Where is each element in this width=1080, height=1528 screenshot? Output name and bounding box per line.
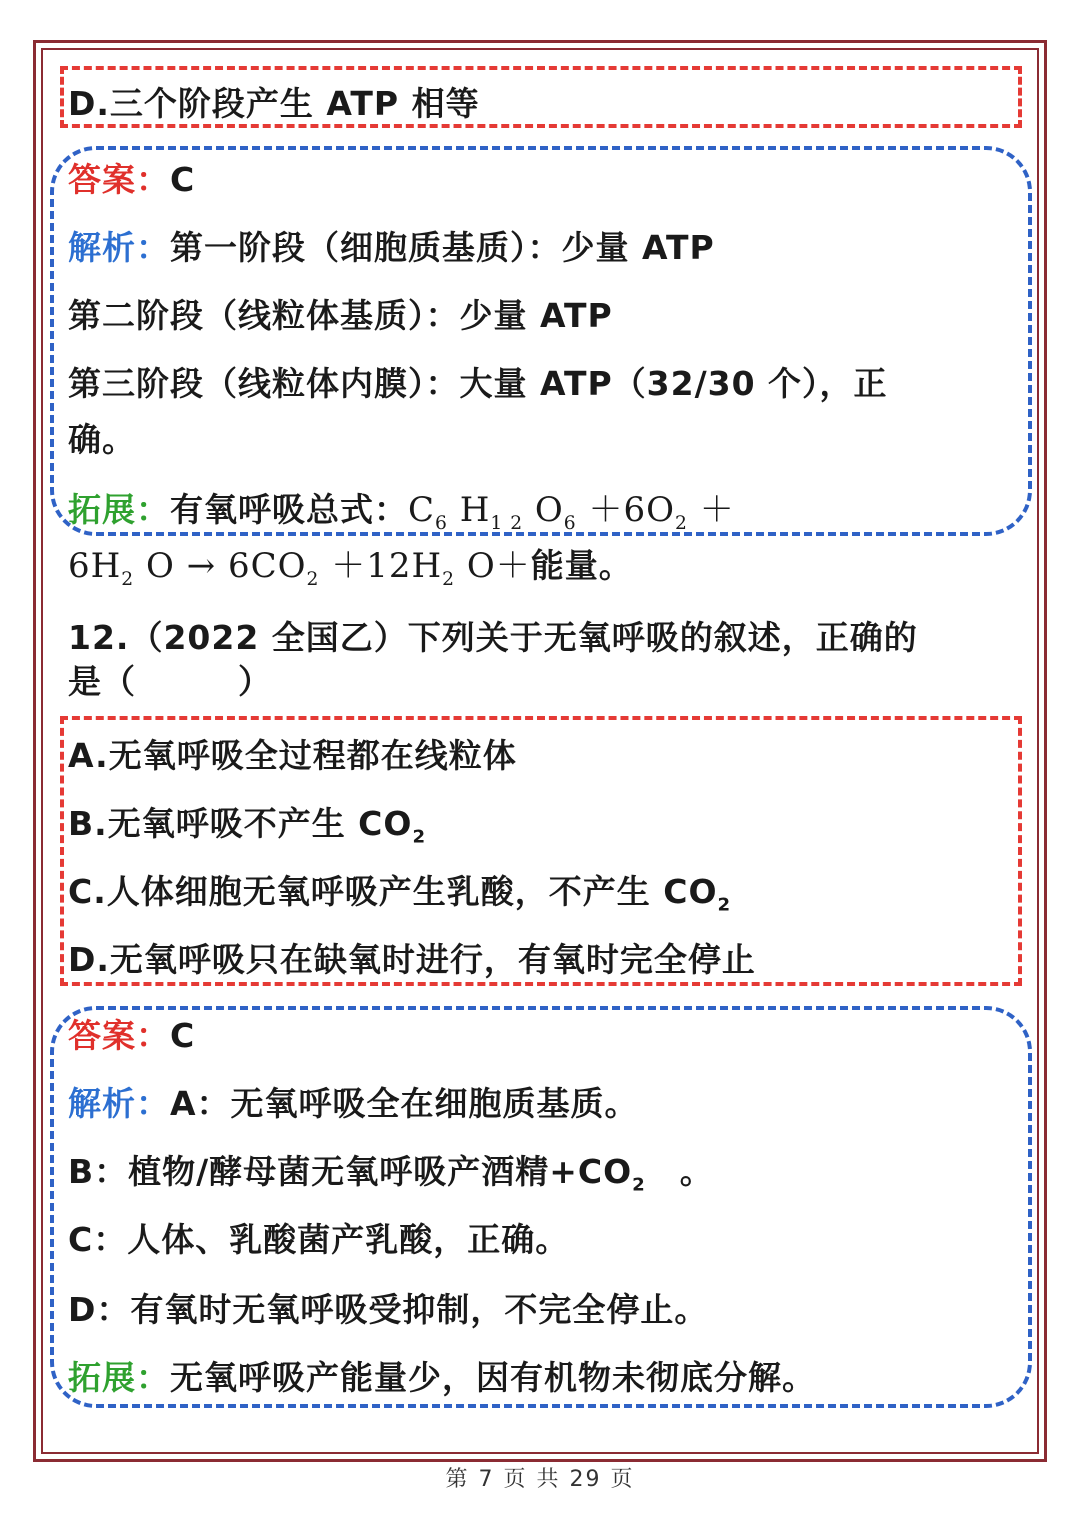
q12-analysis-label: 解析： — [68, 1084, 170, 1123]
q11-extend-label: 拓展： — [68, 490, 170, 529]
q12-extend-line — [68, 1352, 816, 1399]
q11-answer-box — [50, 146, 1032, 536]
q12-analysis-line-d: D：有氧时无氧呼吸受抑制，不完全停止。 — [68, 1290, 709, 1329]
q12-answer-line — [68, 1010, 195, 1057]
q12-option-b: B.无氧呼吸不产生 $CO_2$ — [68, 804, 427, 848]
q11-answer-value: C — [170, 160, 196, 199]
q12-option-a: A.无氧呼吸全过程都在线粒体 — [68, 736, 517, 775]
q12-stem-line1: 12.（2022 全国乙）下列关于无氧呼吸的叙述，正确的 — [68, 618, 918, 657]
q12-analysis-line-c: C：人体、乳酸菌产乳酸，正确。 — [68, 1220, 570, 1259]
q11-formula-part: $6H_2$ $O \to 6CO_2 +12H_2$ O＋ — [68, 546, 531, 590]
q11-option-d: D.三个阶段产生 ATP 相等 — [68, 84, 480, 123]
q12-option-d: D.无氧呼吸只在缺氧时进行，有氧时完全停止 — [68, 940, 756, 979]
q12-answer-label: 答案： — [68, 1016, 170, 1055]
q11-formula-line2 — [68, 538, 633, 590]
q12-analysis-a: A：无氧呼吸全在细胞质基质。 — [170, 1084, 639, 1123]
q11-formula-line1: $C_6$ $H_{1 2}$ $O_6 +6O_2$ ＋ — [408, 490, 735, 534]
q11-answer-line — [68, 154, 195, 201]
q11-formula-energy: 能量。 — [530, 546, 633, 585]
q12-extend-label: 拓展： — [68, 1358, 170, 1397]
q11-analysis-text1: 第一阶段（细胞质基质）：少量 ATP — [170, 228, 715, 267]
q11-extend-line — [68, 482, 735, 534]
q12-answer-value: C — [170, 1016, 196, 1055]
q12-extend-text: 无氧呼吸产能量少，因有机物未彻底分解。 — [170, 1358, 816, 1397]
page-number-footer: 第 7 页 共 29 页 — [445, 1467, 635, 1492]
q11-extend-text: 有氧呼吸总式： — [170, 490, 408, 529]
q11-analysis-line4: 确。 — [68, 420, 136, 459]
q11-analysis-line3: 第三阶段（线粒体内膜）：大量 ATP（32/30 个），正 — [68, 364, 888, 403]
q12-analysis-line-a — [68, 1078, 639, 1125]
q11-analysis-line2: 第二阶段（线粒体基质）：少量 ATP — [68, 296, 613, 335]
q11-answer-label: 答案： — [68, 160, 170, 199]
q12-stem-line2: 是（ ） — [68, 662, 272, 701]
q11-analysis-label: 解析： — [68, 228, 170, 267]
q12-option-c: C.人体细胞无氧呼吸产生乳酸，不产生 $CO_2$ — [68, 872, 732, 916]
q11-analysis-line1 — [68, 222, 715, 269]
q12-analysis-line-b: B：植物/酵母菌无氧呼吸产酒精$+CO_2$ 。 — [68, 1152, 714, 1196]
q12-answer-box — [50, 1006, 1032, 1408]
